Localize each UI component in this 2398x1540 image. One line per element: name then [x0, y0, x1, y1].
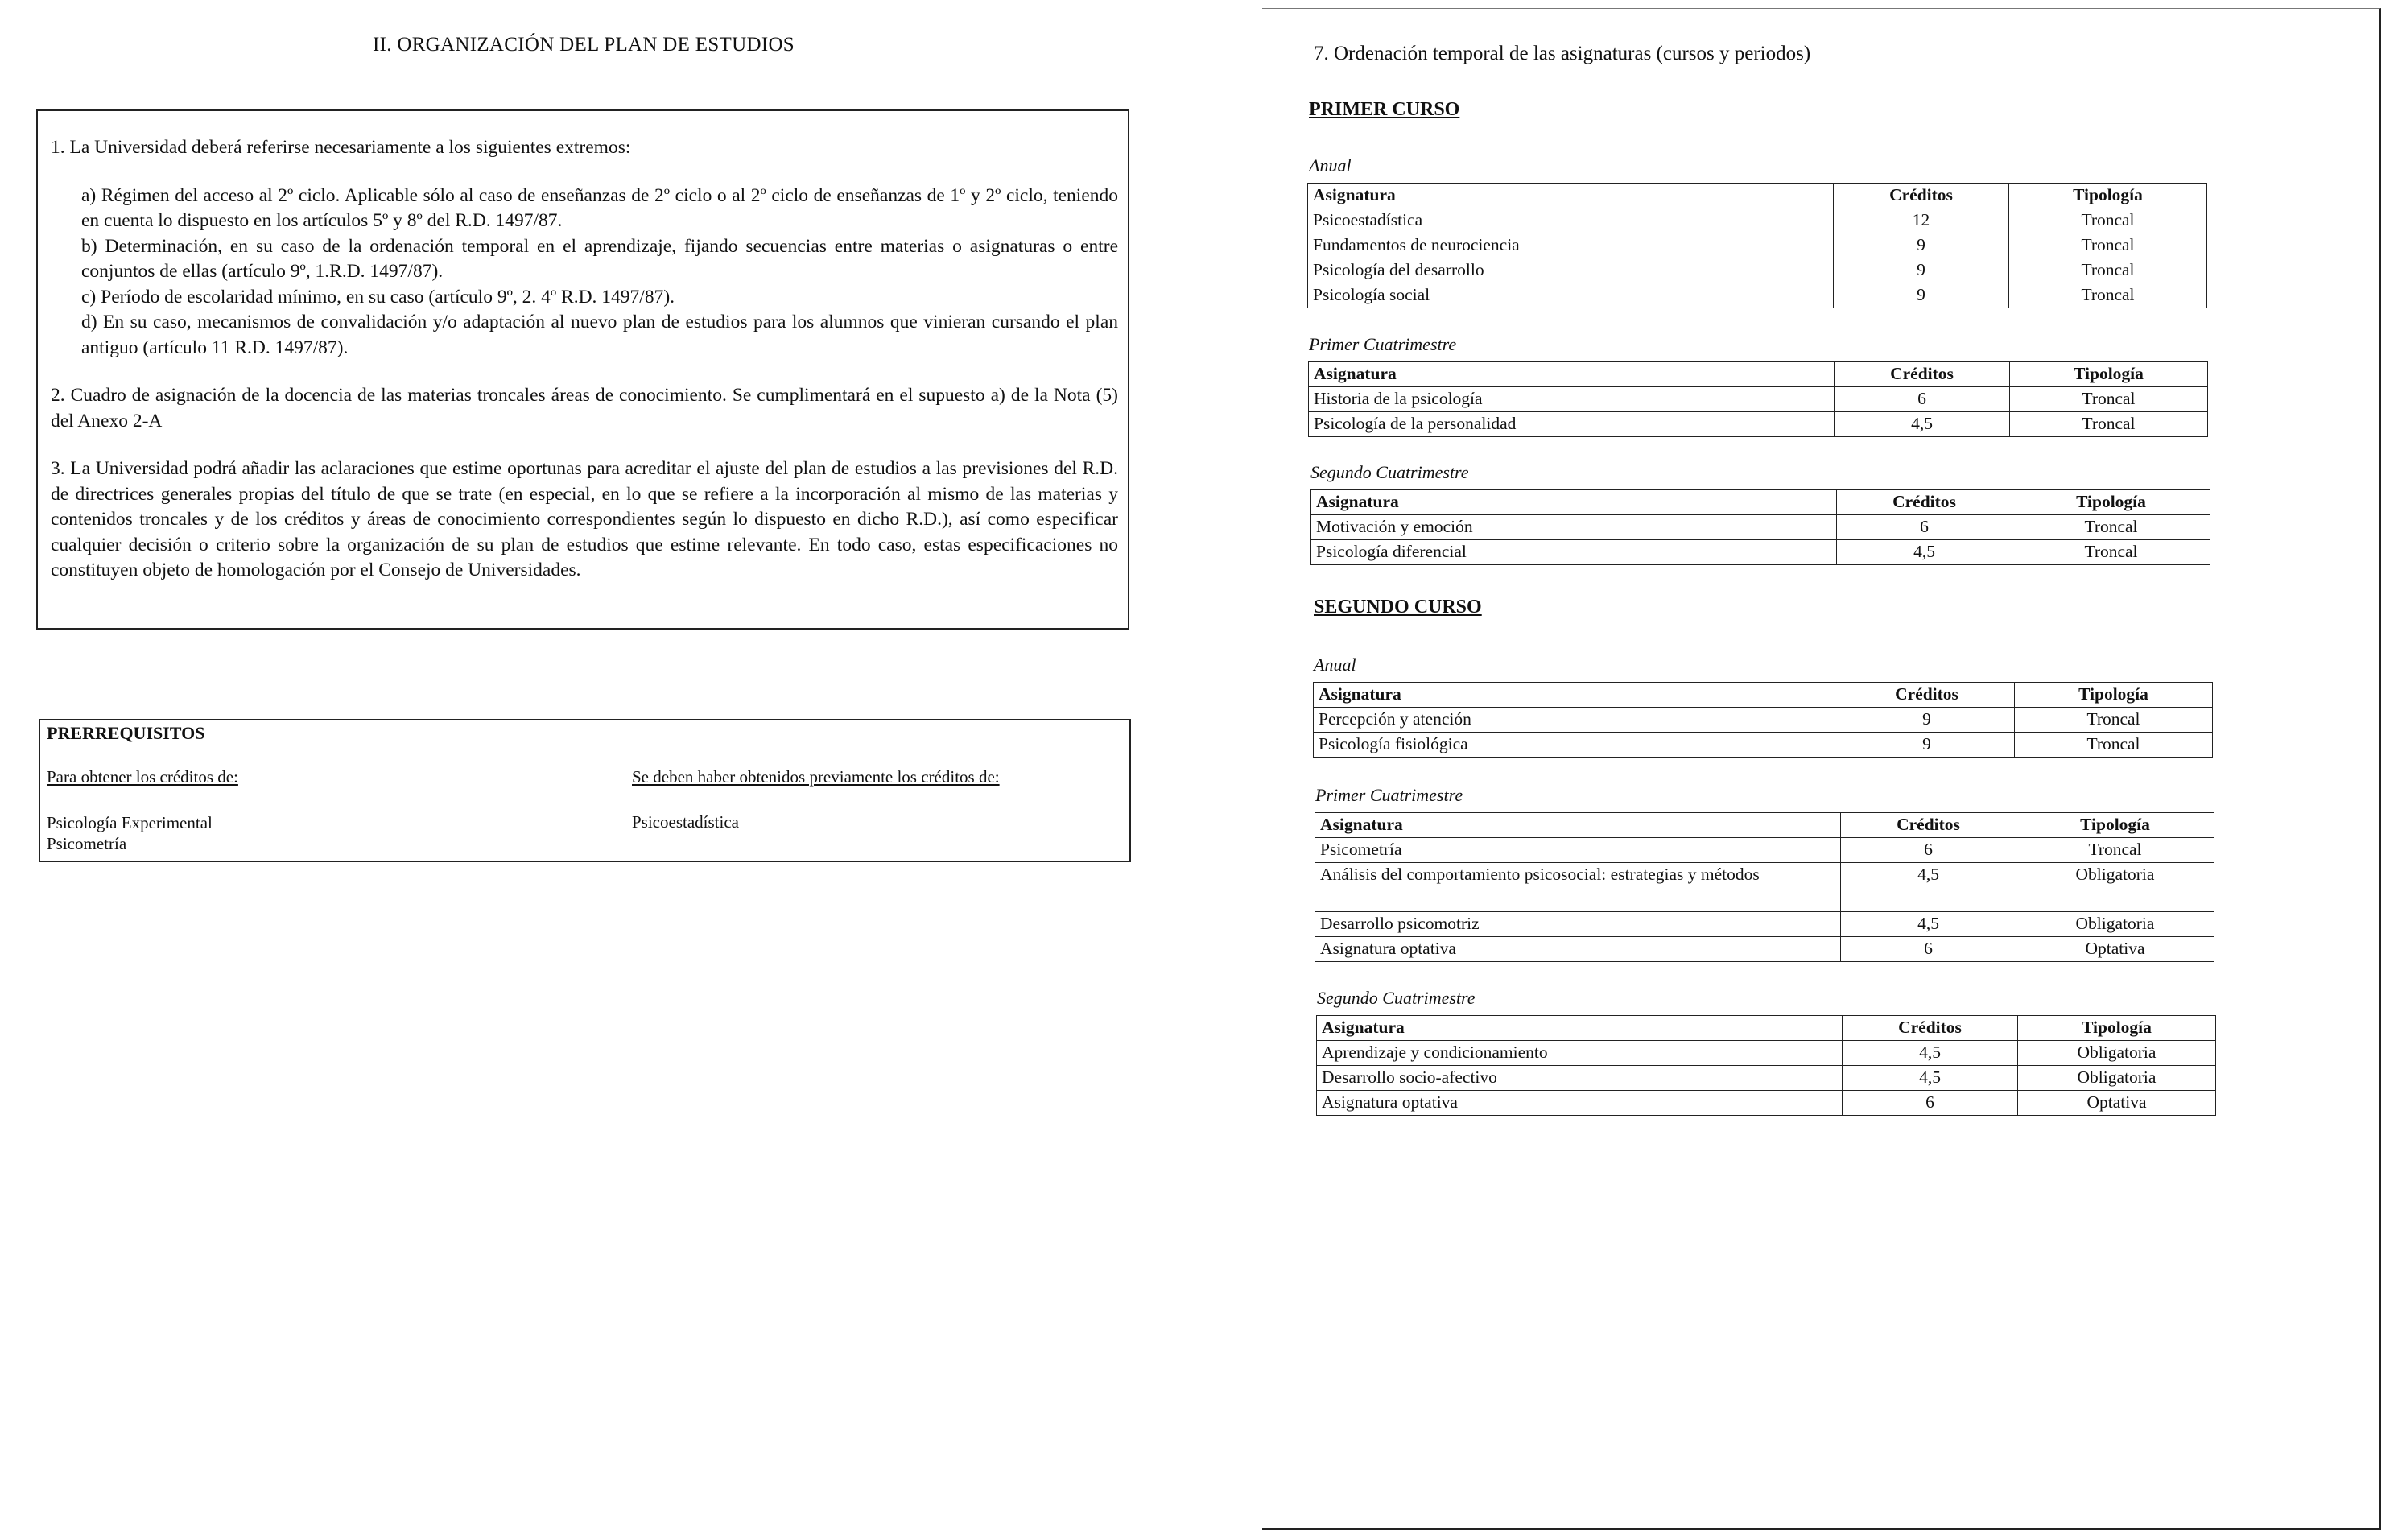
subject-name: Psicología fisiológica [1314, 733, 1839, 758]
col-header: Asignatura [1309, 362, 1835, 387]
subject-credits: 9 [1834, 258, 2009, 283]
left-page [0, 0, 1191, 1540]
col-header: Créditos [1841, 813, 2016, 838]
subject-credits: 9 [1839, 708, 2015, 733]
prereq-col2-heading: Se deben haber obtenidos previamente los créditos de: [632, 767, 1000, 787]
prereq-col1-list [47, 812, 213, 854]
requirement-3: 3. La Universidad podrá añadir las aclaraciones que estime oportunas para acreditar el ajuste del plan de estudios a las previsiones del R.D. de directrices generales propias del título de que se trate (en especial, en lo que se refiere a la incorporación al mismo de las materias y contenidos troncales y de los créditos y áreas de conocimiento correspondientes según lo dispuesto en dicho R.D.), así como especificar cualquier decisión o criterio sobre la organización de su plan de estudios que estime relevante. En todo caso, estas especificaciones no constituyen objeto de homologación por el Consejo de Universidades. [51, 458, 1118, 580]
subject-name: Psicología social [1308, 283, 1834, 308]
prerequisites-box [39, 719, 1131, 862]
subject-name: Fundamentos de neurociencia [1308, 233, 1834, 258]
subject-credits: 4,5 [1837, 540, 2012, 565]
c1-first-table [1308, 361, 2208, 437]
col-header: Asignatura [1308, 184, 1834, 208]
c2-second-table [1316, 1015, 2216, 1116]
subject-credits: 9 [1839, 733, 2015, 758]
subject-name: Desarrollo psicomotriz [1315, 912, 1841, 937]
subject-name: Psicometría [1315, 838, 1841, 863]
subject-credits: 6 [1841, 937, 2016, 962]
col-header: Créditos [1843, 1016, 2018, 1041]
c1-second-table [1310, 489, 2210, 565]
requirement-1: 1. La Universidad deberá referirse necesariamente a los siguientes extremos: [51, 137, 631, 158]
subject-name: Desarrollo socio-afectivo [1317, 1066, 1843, 1091]
period-label: Segundo Cuatrimestre [1310, 462, 1469, 482]
col-header: Tipología [2016, 813, 2214, 838]
table-row [1314, 708, 2213, 733]
subject-type: Obligatoria [2016, 863, 2214, 912]
col-header: Asignatura [1315, 813, 1841, 838]
list-item: Psicometría [47, 834, 127, 853]
subject-type: Optativa [2018, 1091, 2216, 1116]
prerequisites-title: PRERREQUISITOS [47, 723, 205, 743]
subject-type: Troncal [2010, 412, 2208, 437]
requirement-2: 2. Cuadro de asignación de la docencia de las materias troncales áreas de conocimiento. Se cumplimentará en el supuesto a) de la Nota (5) del Anexo 2-A [51, 385, 1118, 431]
c2-anual-table [1313, 682, 2213, 758]
subject-type: Optativa [2016, 937, 2214, 962]
subject-type: Obligatoria [2018, 1041, 2216, 1066]
requirement-1d: d) En su caso, mecanismos de convalidación y/o adaptación al nuevo plan de estudios para los alumnos que vinieran cursando el plan antiguo (artículo 11 R.D. 1497/87). [81, 312, 1118, 358]
table-row [1308, 283, 2207, 308]
subject-name: Psicología de la personalidad [1309, 412, 1835, 437]
subject-type: Troncal [2012, 515, 2210, 540]
subject-type: Obligatoria [2018, 1066, 2216, 1091]
col-header: Asignatura [1317, 1016, 1843, 1041]
requirement-1-items [51, 184, 1118, 361]
subject-credits: 4,5 [1835, 412, 2010, 437]
period-label: Segundo Cuatrimestre [1317, 988, 1476, 1008]
table-row [1317, 1041, 2216, 1066]
prereq-col1-heading: Para obtener los créditos de: [47, 767, 238, 787]
subject-name: Motivación y emoción [1311, 515, 1837, 540]
schedule-heading: 7. Ordenación temporal de las asignaturas (cursos y periodos) [1314, 43, 1811, 64]
subject-name: Psicología diferencial [1311, 540, 1837, 565]
requirement-1a: a) Régimen del acceso al 2º ciclo. Aplicable sólo al caso de enseñanzas de 2º ciclo o al 2º ciclo de enseñanzas de 1º y 2º ciclo, teniendo en cuenta lo dispuesto en los artículos 5º y 8º del R.D. 1497/87. [81, 184, 1118, 231]
subject-name: Psicoestadística [1308, 208, 1834, 233]
col-header: Asignatura [1314, 683, 1839, 708]
col-header: Créditos [1837, 490, 2012, 515]
subject-type: Troncal [2015, 733, 2213, 758]
subject-credits: 4,5 [1843, 1041, 2018, 1066]
subject-type: Troncal [2009, 208, 2207, 233]
subject-name: Percepción y atención [1314, 708, 1839, 733]
section-title: II. ORGANIZACIÓN DEL PLAN DE ESTUDIOS [372, 34, 795, 56]
table-row [1308, 258, 2207, 283]
table-row [1317, 1091, 2216, 1116]
subject-name: Asignatura optativa [1317, 1091, 1843, 1116]
period-label: Primer Cuatrimestre [1309, 334, 1457, 354]
prereq-col2-list [632, 812, 739, 832]
table-row [1315, 863, 2214, 912]
subject-credits: 6 [1837, 515, 2012, 540]
subject-type: Troncal [2009, 233, 2207, 258]
subject-type: Troncal [2009, 283, 2207, 308]
subject-type: Obligatoria [2016, 912, 2214, 937]
col-header: Créditos [1834, 184, 2009, 208]
table-row [1308, 208, 2207, 233]
subject-name: Análisis del comportamiento psicosocial: estrategias y métodos [1315, 863, 1841, 912]
col-header: Tipología [2015, 683, 2213, 708]
table-row [1315, 937, 2214, 962]
subject-type: Troncal [2010, 387, 2208, 412]
requirement-1b: b) Determinación, en su caso de la ordenación temporal en el aprendizaje, fijando secuencias entre materias o asignaturas o entre conjuntos de ellas (artículo 9º, 1.R.D. 1497/87). [81, 235, 1118, 282]
subject-credits: 4,5 [1841, 912, 2016, 937]
requirements-box [36, 109, 1129, 630]
requirement-1c: c) Período de escolaridad mínimo, en su caso (artículo 9º, 2. 4º R.D. 1497/87). [81, 286, 675, 308]
subject-type: Troncal [2009, 258, 2207, 283]
col-header: Tipología [2010, 362, 2208, 387]
course-1-title: PRIMER CURSO [1309, 99, 1460, 120]
right-page [1262, 8, 2381, 1530]
col-header: Créditos [1835, 362, 2010, 387]
col-header: Asignatura [1311, 490, 1837, 515]
period-label: Anual [1309, 155, 1352, 175]
subject-credits: 6 [1843, 1091, 2018, 1116]
table-row [1309, 412, 2208, 437]
subject-name: Aprendizaje y condicionamiento [1317, 1041, 1843, 1066]
list-item: Psicología Experimental [47, 813, 213, 832]
period-label: Anual [1314, 654, 1356, 675]
subject-credits: 4,5 [1841, 863, 2016, 912]
table-row [1311, 540, 2210, 565]
table-row [1317, 1066, 2216, 1091]
table-row [1309, 387, 2208, 412]
subject-type: Troncal [2012, 540, 2210, 565]
subject-type: Troncal [2016, 838, 2214, 863]
subject-credits: 6 [1835, 387, 2010, 412]
subject-credits: 6 [1841, 838, 2016, 863]
col-header: Tipología [2012, 490, 2210, 515]
col-header: Tipología [2018, 1016, 2216, 1041]
table-row [1315, 838, 2214, 863]
c2-first-table [1315, 812, 2214, 962]
subject-credits: 9 [1834, 233, 2009, 258]
period-label: Primer Cuatrimestre [1315, 785, 1463, 805]
col-header: Tipología [2009, 184, 2207, 208]
course-2-title: SEGUNDO CURSO [1314, 597, 1482, 617]
list-item: Psicoestadística [632, 812, 739, 832]
subject-name: Psicología del desarrollo [1308, 258, 1834, 283]
subject-name: Historia de la psicología [1309, 387, 1835, 412]
table-row [1311, 515, 2210, 540]
subject-credits: 12 [1834, 208, 2009, 233]
subject-name: Asignatura optativa [1315, 937, 1841, 962]
c1-anual-table [1307, 183, 2207, 308]
table-row [1314, 733, 2213, 758]
subject-credits: 4,5 [1843, 1066, 2018, 1091]
subject-credits: 9 [1834, 283, 2009, 308]
col-header: Créditos [1839, 683, 2015, 708]
table-row [1308, 233, 2207, 258]
subject-type: Troncal [2015, 708, 2213, 733]
table-row [1315, 912, 2214, 937]
